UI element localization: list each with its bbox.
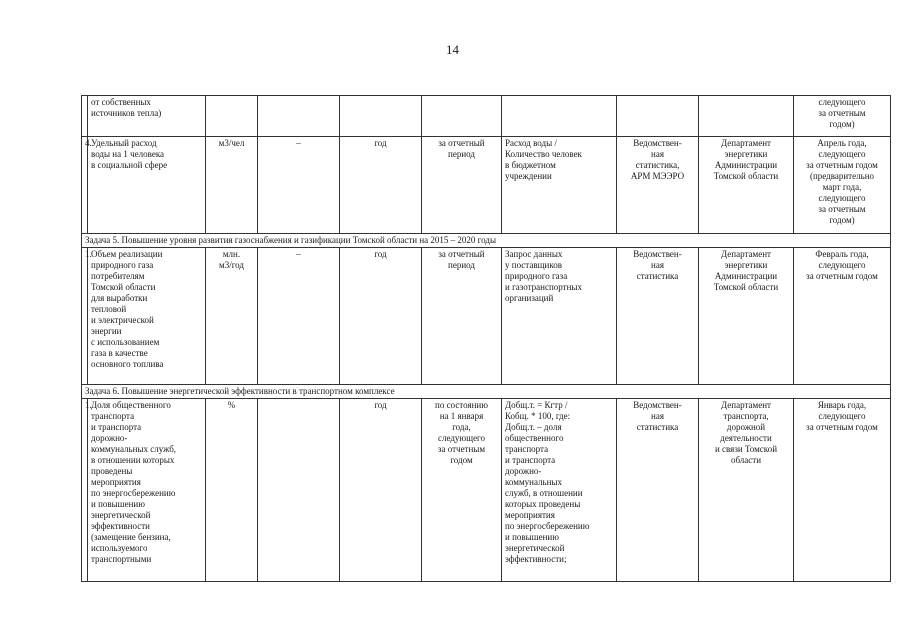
- cell-date: [422, 96, 502, 137]
- cell-resp: [699, 96, 794, 137]
- cell-formula: Расход воды / Количество человек в бюджетном учреждении: [502, 137, 617, 234]
- cell-name: Удельный расход воды на 1 человека в социальной сфере: [88, 137, 206, 234]
- cell-period: [340, 96, 422, 137]
- indicators-table: [81, 95, 891, 582]
- cell-period: год: [340, 248, 422, 385]
- cell-unit: [206, 96, 258, 137]
- table-row: [82, 96, 891, 137]
- cell-formula: Запрос данных у поставщиков природного газа и газотранспортных организаций: [502, 248, 617, 385]
- cell-num: 4.: [82, 137, 88, 234]
- task-row: [82, 234, 891, 248]
- page-number: 14: [446, 42, 459, 57]
- cell-date: за отчетный период: [422, 248, 502, 385]
- task-heading: Задача 6. Повышение энергетической эффективности в транспортном комплексе: [82, 385, 891, 399]
- cell-term: Февраль года, следующего за отчетным годом: [794, 248, 891, 385]
- cell-term: следующего за отчетным годом): [794, 96, 891, 137]
- cell-resp: Департамент транспорта, дорожной деятельности и связи Томской области: [699, 399, 794, 582]
- table-row: [82, 137, 891, 234]
- cell-period: год: [340, 137, 422, 234]
- cell-unit: млн. м3/год: [206, 248, 258, 385]
- cell-term: Январь года, следующего за отчетным годом: [794, 399, 891, 582]
- cell-num: 1.: [82, 248, 88, 385]
- cell-base: [258, 96, 340, 137]
- cell-term: Апрель года, следующего за отчетным годом (предварительно март года, следующего за отчетным годом): [794, 137, 891, 234]
- task-row: [82, 385, 891, 399]
- cell-name: Доля общественного транспорта и транспорта дорожно- коммунальных служб, в отношении которых проведены мероприятия по энергосбережению и повышению энергетической эффективности (замещение бензина, используемого транспортными: [88, 399, 206, 582]
- cell-base: –: [258, 248, 340, 385]
- cell-formula: [502, 96, 617, 137]
- cell-source: Ведомствен- ная статистика, АРМ МЭЭРО: [617, 137, 699, 234]
- cell-base: [258, 399, 340, 582]
- cell-num: 1.: [82, 399, 88, 582]
- table-row: [82, 399, 891, 582]
- cell-formula: Добщ.т. = Кгтр / Кобщ. * 100, где: Добщ.т. – доля общественного транспорта и транспорта дорожно- коммунальных служб, в отношении которых проведены мероприятия по энергосбережению и повышению энергетической эффективности;: [502, 399, 617, 582]
- cell-period: год: [340, 399, 422, 582]
- cell-unit: %: [206, 399, 258, 582]
- cell-base: –: [258, 137, 340, 234]
- cell-date: за отчетный период: [422, 137, 502, 234]
- task-heading: Задача 5. Повышение уровня развития газоснабжения и газификации Томской области на 2015 – 2020 годы: [82, 234, 891, 248]
- cell-source: Ведомствен- ная статистика: [617, 248, 699, 385]
- cell-resp: Департамент энергетики Администрации Томской области: [699, 248, 794, 385]
- cell-source: [617, 96, 699, 137]
- cell-source: Ведомствен- ная статистика: [617, 399, 699, 582]
- cell-resp: Департамент энергетики Администрации Томской области: [699, 137, 794, 234]
- cell-unit: м3/чел: [206, 137, 258, 234]
- cell-name: от собственных источников тепла): [88, 96, 206, 137]
- table-row: [82, 248, 891, 385]
- cell-name: Объем реализации природного газа потребителям Томской области для выработки тепловой и электрической энергии с использованием газа в качестве основного топлива: [88, 248, 206, 385]
- cell-date: по состоянию на 1 января года, следующего за отчетным годом: [422, 399, 502, 582]
